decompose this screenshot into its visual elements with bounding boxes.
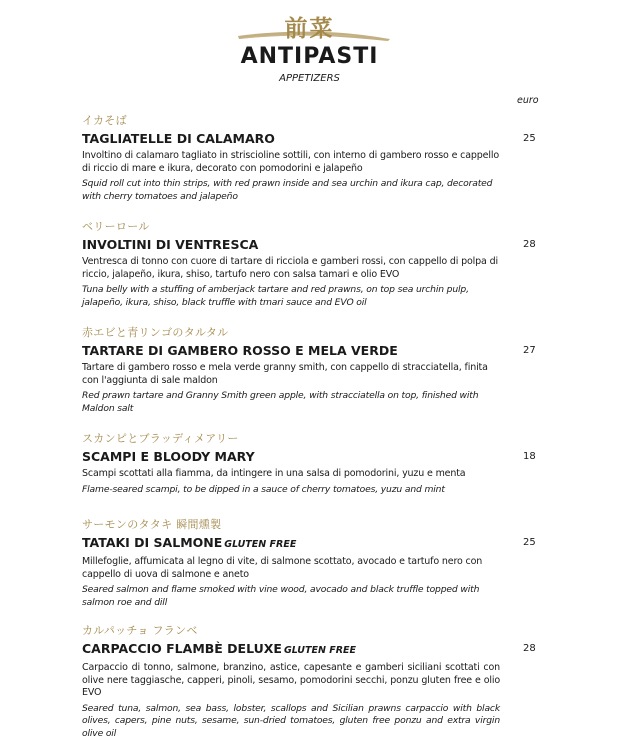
dish-name-row [82, 343, 542, 358]
dish-japanese-name: ベリーロール [82, 220, 150, 233]
dish-description: Involtino di calamaro tagliato in striscioline sottili, con interno di gambero rosso e cappello di riccio di mare e ikura, decorato con pomodorini e jalapeño [82, 150, 499, 174]
dish-name: SCAMPI E BLOODY MARY [82, 449, 255, 464]
currency-label: euro [517, 95, 539, 106]
dish-name-row [82, 131, 542, 146]
dish-name: TARTARE DI GAMBERO ROSSO E MELA VERDE [82, 343, 398, 358]
menu-item [82, 432, 542, 496]
dish-japanese-name: 赤エビと青リンゴのタルタル [82, 326, 229, 339]
dish-name: CARPACCIO FLAMBÈ DELUXE GLUTEN FREE [82, 641, 356, 656]
section-kanji: 前菜 [284, 16, 335, 42]
dish-description-english: Seared tuna, salmon, sea bass, lobster, scallops and Sicilian prawns carpaccio with black olives, capers, pine nuts, sesame, sun-dried tomatoes, gluten free ponzu and extra virgin olive oil [82, 702, 500, 739]
gluten-free-tag: GLUTEN FREE [224, 539, 297, 550]
dish-japanese-name: イカそば [82, 114, 127, 127]
dish-price: 25 [523, 133, 536, 144]
dish-description-english: Flame-seared scampi, to be dipped in a sauce of cherry tomatoes, yuzu and mint [82, 483, 445, 495]
dish-japanese-name: カルパッチョ フランベ [82, 624, 198, 637]
dish-name-row [82, 535, 542, 552]
dish-description-english: Tuna belly with a stuffing of amberjack tartare and red prawns, on top sea urchin pulp, jalapeño, ikura, shiso, black truffle with tmari sauce and EVO oil [82, 284, 469, 308]
dish-name-row [82, 449, 542, 464]
dish-name: TATAKI DI SALMONE GLUTEN FREE [82, 535, 297, 550]
dish-description: Ventresca di tonno con cuore di tartare di ricciola e gamberi rossi, con cappello di polpa di riccio, jalapeño, ikura, shiso, tartufo nero con salsa tamari e olio EVO [82, 256, 498, 280]
dish-price: 27 [523, 345, 536, 356]
dish-price: 28 [523, 239, 536, 250]
dish-name: TAGLIATELLE DI CALAMARO [82, 131, 275, 146]
dish-description-english: Squid roll cut into thin strips, with red prawn inside and sea urchin and ikura cap, decorated with cherry tomatoes and jalapeño [82, 178, 493, 202]
dish-description-english: Seared salmon and flame smoked with vine wood, avocado and black truffle topped with salmon roe and dill [82, 584, 480, 608]
section-title: ANTIPASTI [240, 44, 379, 69]
menu-item [82, 326, 542, 415]
dish-description: Tartare di gambero rosso e mela verde granny smith, con cappello di stracciatella, finita con l'aggiunta di sale maldon [82, 362, 488, 386]
dish-description: Millefoglie, affumicata al legno di vite, di salmone scottato, avocado e tartufo nero con cappello di uova di salmone e aneto [82, 556, 483, 580]
dish-price: 28 [523, 643, 536, 654]
menu-item [82, 220, 542, 309]
gluten-free-tag: GLUTEN FREE [283, 645, 356, 656]
dish-price: 18 [523, 451, 536, 462]
dish-japanese-name: サーモンのタタキ 瞬間燻製 [82, 518, 222, 531]
menu-item [82, 114, 542, 203]
dish-description-english: Red prawn tartare and Granny Smith green apple, with stracciatella on top, finished with Maldon salt [82, 390, 479, 414]
dish-description: Scampi scottati alla fiamma, da intingere in una salsa di pomodorini, yuzu e menta [82, 468, 466, 479]
dish-japanese-name: スカンピとブラッディメアリー [82, 432, 239, 445]
menu-item [82, 518, 542, 609]
menu-header [0, 0, 619, 96]
dish-name-row [82, 641, 542, 658]
dish-name: INVOLTINI DI VENTRESCA [82, 237, 259, 252]
section-subtitle: APPETIZERS [279, 73, 340, 84]
dish-price: 25 [523, 537, 536, 548]
dish-description: Carpaccio di tonno, salmone, branzino, astice, capesante e gamberi siciliani scottati con olive nere taggiasche, capperi, pinoli, sesamo, pomodorini secchi, ponzu gluten free e olio EVO [82, 662, 500, 698]
dish-name-row [82, 237, 542, 252]
menu-item [82, 624, 542, 740]
